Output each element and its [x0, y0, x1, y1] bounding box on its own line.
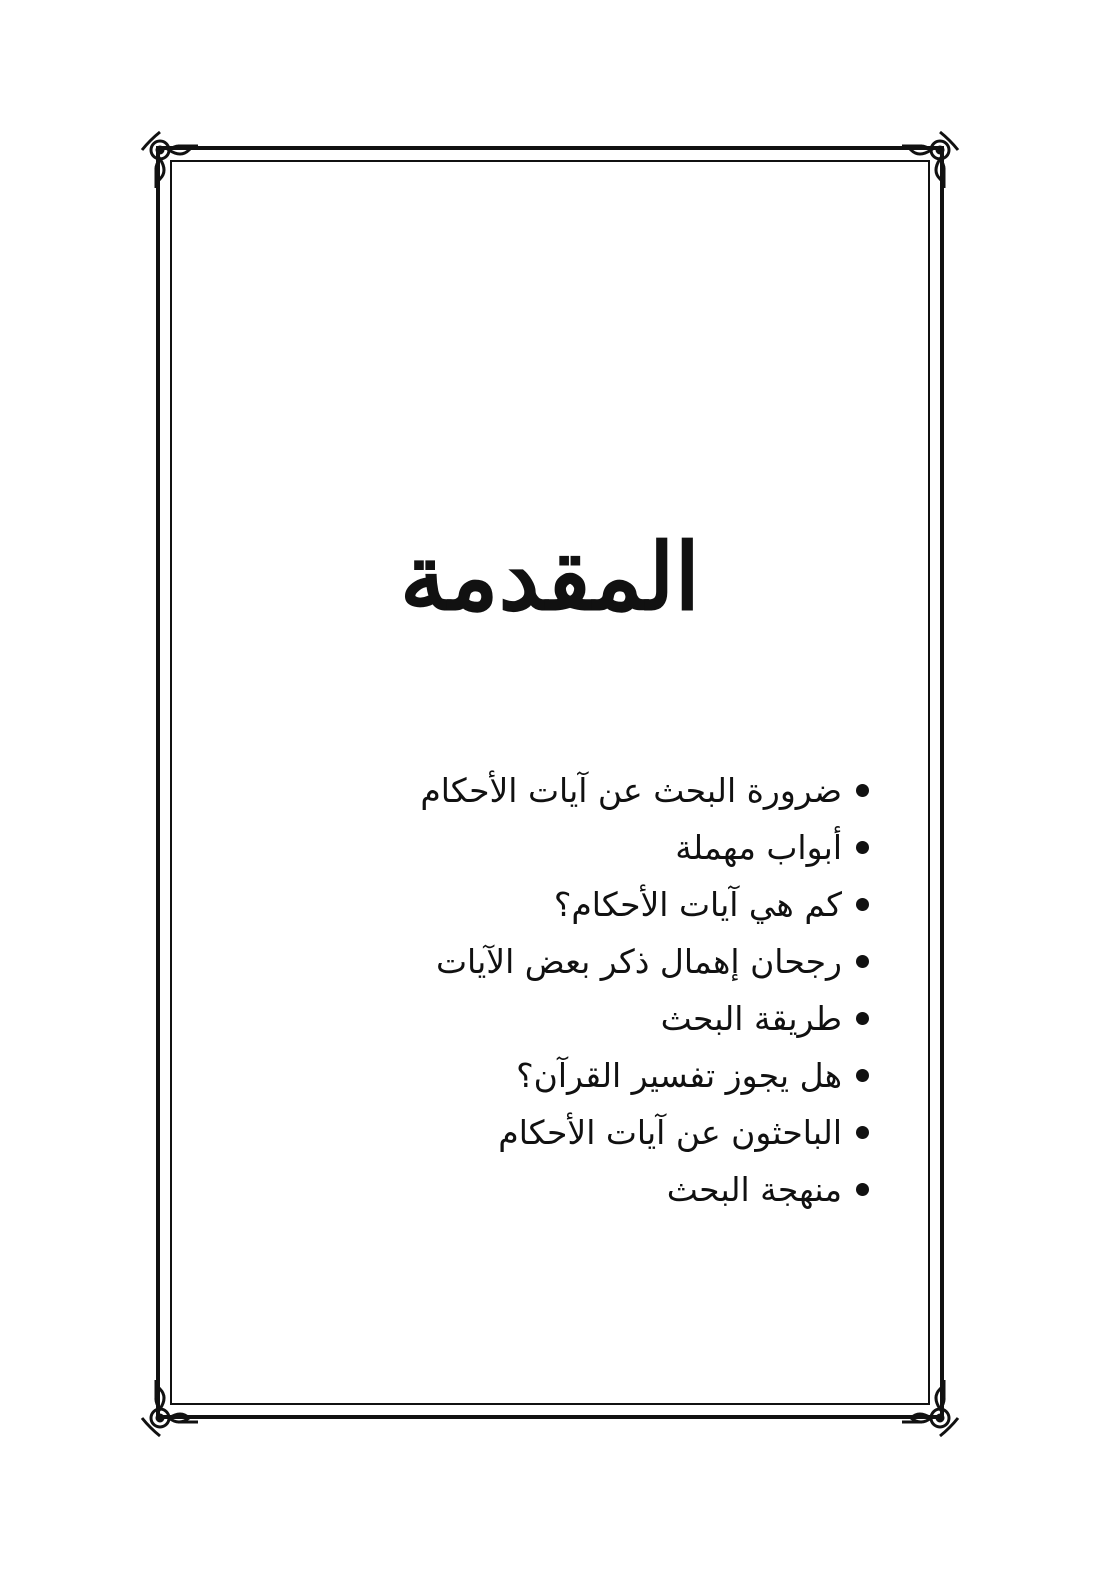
corner-ornament-icon: [898, 128, 962, 192]
list-item: [349, 819, 869, 876]
bullet-icon: [856, 1012, 869, 1025]
list-item-text: الباحثون عن آيات الأحكام: [498, 1113, 842, 1152]
bullet-icon: [856, 1126, 869, 1139]
list-item: [349, 1161, 869, 1218]
list-item-text: أبواب مهملة: [675, 828, 842, 867]
list-item-text: رجحان إهمال ذكر بعض الآيات: [435, 942, 842, 981]
page-title: المقدمة: [399, 522, 701, 631]
corner-ornament-icon: [138, 1376, 202, 1440]
corner-ornament-icon: [138, 128, 202, 192]
section-list: [349, 762, 869, 1218]
list-item: [349, 762, 869, 819]
corner-ornament-icon: [898, 1376, 962, 1440]
list-item-text: كم هي آيات الأحكام؟: [553, 885, 842, 924]
bullet-icon: [856, 955, 869, 968]
bullet-icon: [856, 1069, 869, 1082]
bullet-icon: [856, 784, 869, 797]
list-item-text: هل يجوز تفسير القرآن؟: [516, 1056, 842, 1095]
list-item-text: طريقة البحث: [660, 999, 842, 1038]
bullet-icon: [856, 898, 869, 911]
bullet-icon: [856, 841, 869, 854]
list-item-text: ضرورة البحث عن آيات الأحكام: [420, 771, 842, 810]
list-item: [349, 1047, 869, 1104]
list-item: [349, 933, 869, 990]
list-item: [349, 1104, 869, 1161]
list-item: [349, 990, 869, 1047]
list-item: [349, 876, 869, 933]
bullet-icon: [856, 1183, 869, 1196]
list-item-text: منهجة البحث: [666, 1170, 842, 1209]
